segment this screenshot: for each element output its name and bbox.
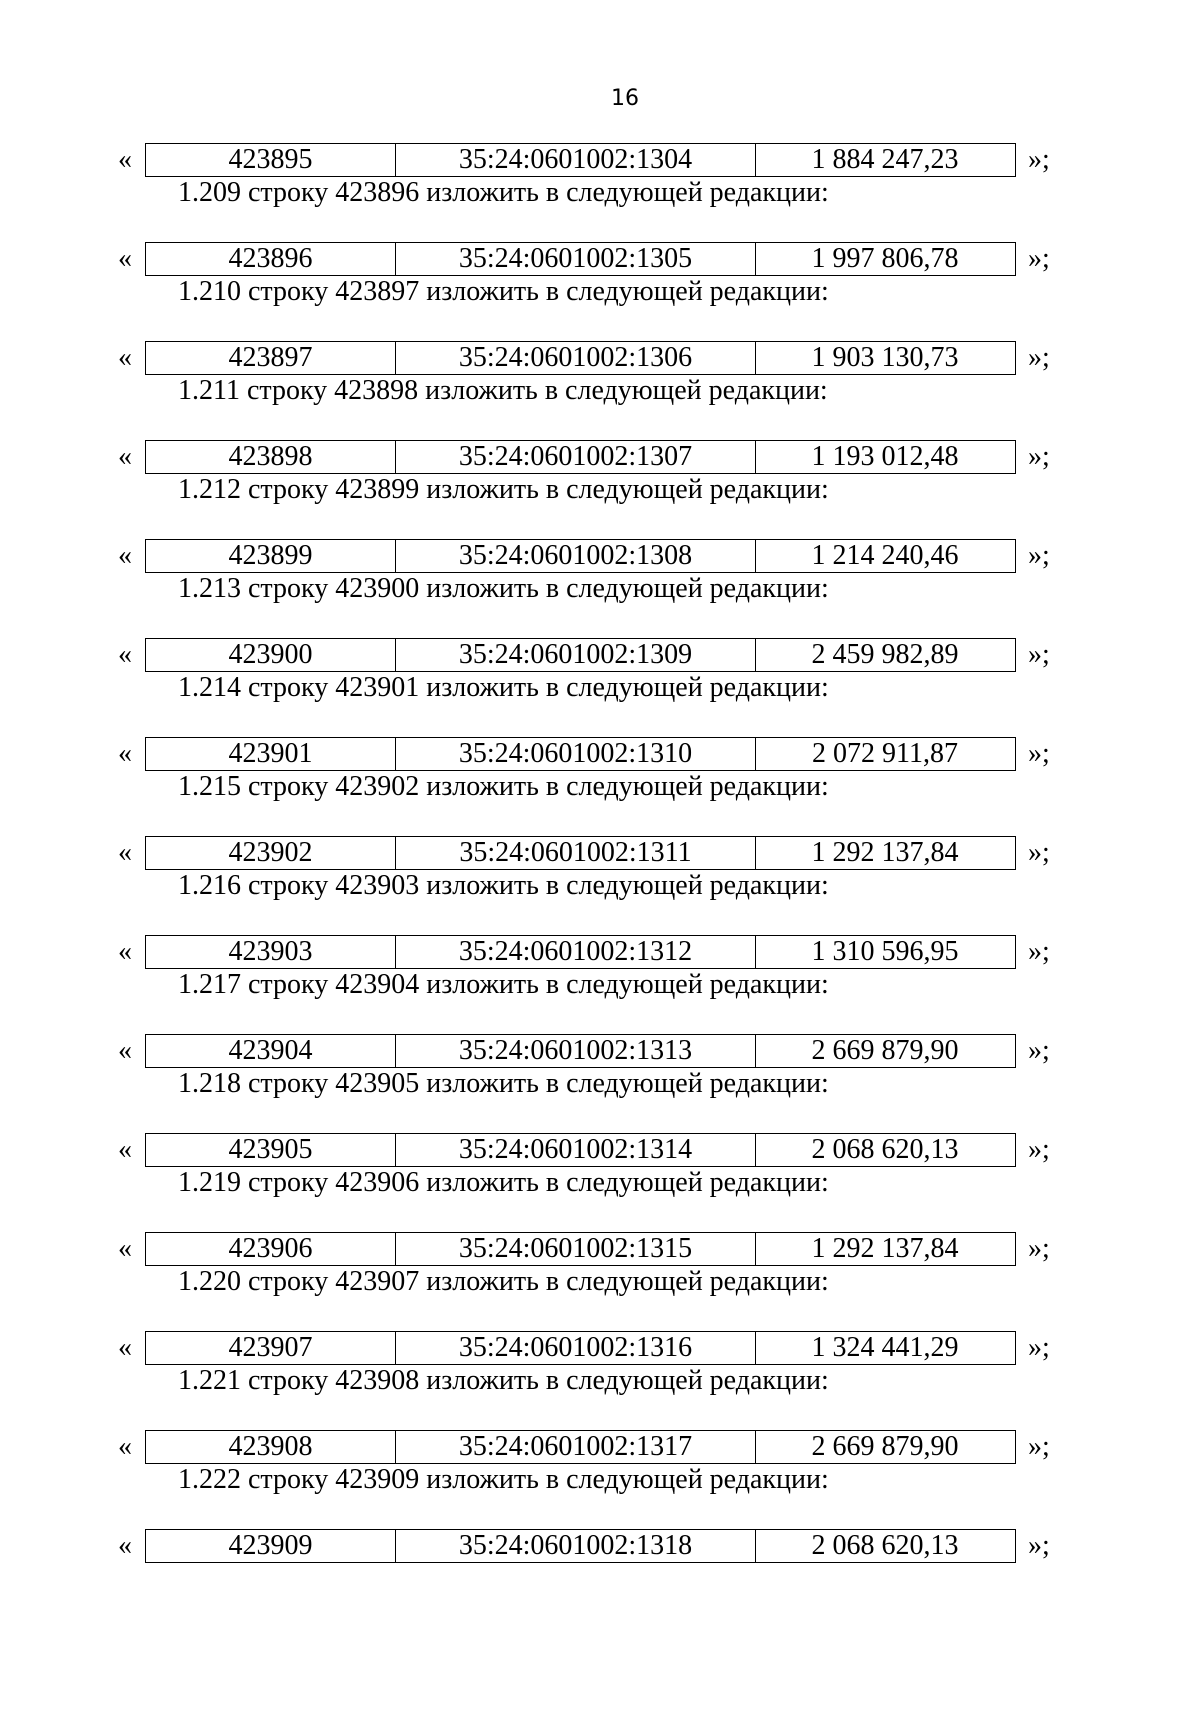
value-cell: 1 292 137,84: [811, 1233, 959, 1264]
amendment-row: [0, 1430, 1200, 1464]
table-row: [145, 638, 1016, 672]
document-page: [0, 128, 1200, 1563]
row-id-cell: 423904: [146, 1035, 396, 1067]
amendment-instruction: 1.221 строку 423908 изложить в следующей редакции:: [178, 1365, 829, 1396]
amendment-row: [0, 143, 1200, 177]
closing-quote: »;: [1028, 441, 1050, 472]
row-id-cell: 423898: [146, 441, 396, 473]
amendment-item: [0, 969, 1200, 1068]
table-row: [145, 1133, 1016, 1167]
opening-quote: «: [118, 837, 132, 868]
amendment-row: [0, 539, 1200, 573]
opening-quote: «: [118, 1431, 132, 1462]
cadastral-number-cell: 35:24:0601002:1310: [396, 738, 756, 770]
table-row: [145, 1430, 1016, 1464]
value-cell: 2 068 620,13: [811, 1530, 959, 1561]
value-cell: 1 324 441,29: [811, 1332, 959, 1363]
cadastral-number-cell: 35:24:0601002:1305: [396, 243, 756, 275]
amendment-row: [0, 1133, 1200, 1167]
amendment-instruction: 1.217 строку 423904 изложить в следующей редакции:: [178, 969, 829, 1000]
amendment-instruction: 1.219 строку 423906 изложить в следующей редакции:: [178, 1167, 829, 1198]
amendment-row: [0, 836, 1200, 870]
row-id-cell: 423907: [146, 1332, 396, 1364]
amendment-row: [0, 1232, 1200, 1266]
opening-quote: «: [118, 540, 132, 571]
table-row: [145, 935, 1016, 969]
amendment-instruction: 1.212 строку 423899 изложить в следующей редакции:: [178, 474, 829, 505]
value-cell: 1 193 012,48: [811, 441, 959, 472]
cadastral-number-cell: 35:24:0601002:1306: [396, 342, 756, 374]
cadastral-number-cell: 35:24:0601002:1312: [396, 936, 756, 968]
cadastral-number-cell: 35:24:0601002:1316: [396, 1332, 756, 1364]
amendment-item: [0, 177, 1200, 276]
amendment-row: [0, 440, 1200, 474]
opening-quote: «: [118, 441, 132, 472]
table-row: [145, 539, 1016, 573]
amendment-item: [0, 474, 1200, 573]
value-cell: 2 072 911,87: [812, 738, 958, 769]
closing-quote: »;: [1028, 1332, 1050, 1363]
row-id-cell: 423905: [146, 1134, 396, 1166]
row-id-cell: 423909: [146, 1530, 396, 1562]
opening-quote: «: [118, 738, 132, 769]
row-id-cell: 423900: [146, 639, 396, 671]
row-id-cell: 423902: [146, 837, 396, 869]
opening-quote: «: [118, 1530, 132, 1561]
table-row: [145, 143, 1016, 177]
closing-quote: »;: [1028, 243, 1050, 274]
cadastral-number-cell: 35:24:0601002:1307: [396, 441, 756, 473]
table-row: [145, 836, 1016, 870]
table-row: [145, 1034, 1016, 1068]
closing-quote: »;: [1028, 1035, 1050, 1066]
amendment-row: [0, 737, 1200, 771]
amendment-item: [0, 573, 1200, 672]
row-id-cell: 423899: [146, 540, 396, 572]
amendment-item: [0, 1464, 1200, 1563]
table-row: [145, 737, 1016, 771]
row-id-cell: 423901: [146, 738, 396, 770]
cadastral-number-cell: 35:24:0601002:1311: [396, 837, 756, 869]
table-row: [145, 242, 1016, 276]
amendment-item: [0, 128, 1200, 177]
amendment-item: [0, 1068, 1200, 1167]
closing-quote: »;: [1028, 837, 1050, 868]
row-id-cell: 423903: [146, 936, 396, 968]
cadastral-number-cell: 35:24:0601002:1315: [396, 1233, 756, 1265]
page-number: 16: [611, 86, 639, 111]
closing-quote: »;: [1028, 144, 1050, 175]
amendment-instruction: 1.222 строку 423909 изложить в следующей редакции:: [178, 1464, 829, 1495]
cadastral-number-cell: 35:24:0601002:1304: [396, 144, 756, 176]
table-row: [145, 1232, 1016, 1266]
row-id-cell: 423897: [146, 342, 396, 374]
opening-quote: «: [118, 1233, 132, 1264]
value-cell: 1 903 130,73: [811, 342, 959, 373]
table-row: [145, 440, 1016, 474]
amendment-item: [0, 1167, 1200, 1266]
closing-quote: »;: [1028, 540, 1050, 571]
amendment-row: [0, 1529, 1200, 1563]
closing-quote: »;: [1028, 936, 1050, 967]
opening-quote: «: [118, 1134, 132, 1165]
closing-quote: »;: [1028, 1431, 1050, 1462]
amendment-item: [0, 276, 1200, 375]
cadastral-number-cell: 35:24:0601002:1309: [396, 639, 756, 671]
amendment-item: [0, 672, 1200, 771]
amendment-item: [0, 1365, 1200, 1464]
value-cell: 1 310 596,95: [811, 936, 959, 967]
closing-quote: »;: [1028, 1233, 1050, 1264]
amendment-row: [0, 341, 1200, 375]
amendment-instruction: 1.218 строку 423905 изложить в следующей редакции:: [178, 1068, 829, 1099]
closing-quote: »;: [1028, 639, 1050, 670]
cadastral-number-cell: 35:24:0601002:1313: [396, 1035, 756, 1067]
amendment-row: [0, 1034, 1200, 1068]
value-cell: 1 292 137,84: [811, 837, 959, 868]
table-row: [145, 1529, 1016, 1563]
row-id-cell: 423895: [146, 144, 396, 176]
amendment-item: [0, 771, 1200, 870]
value-cell: 2 459 982,89: [811, 639, 959, 670]
row-id-cell: 423908: [146, 1431, 396, 1463]
value-cell: 2 669 879,90: [811, 1431, 959, 1462]
amendment-instruction: 1.213 строку 423900 изложить в следующей редакции:: [178, 573, 829, 604]
value-cell: 2 068 620,13: [811, 1134, 959, 1165]
amendment-row: [0, 638, 1200, 672]
opening-quote: «: [118, 144, 132, 175]
cadastral-number-cell: 35:24:0601002:1318: [396, 1530, 756, 1562]
amendment-instruction: 1.209 строку 423896 изложить в следующей редакции:: [178, 177, 829, 208]
opening-quote: «: [118, 1035, 132, 1066]
opening-quote: «: [118, 243, 132, 274]
amendment-item: [0, 375, 1200, 474]
cadastral-number-cell: 35:24:0601002:1308: [396, 540, 756, 572]
amendment-instruction: 1.220 строку 423907 изложить в следующей редакции:: [178, 1266, 829, 1297]
amendment-instruction: 1.210 строку 423897 изложить в следующей редакции:: [178, 276, 829, 307]
closing-quote: »;: [1028, 342, 1050, 373]
cadastral-number-cell: 35:24:0601002:1314: [396, 1134, 756, 1166]
amendment-row: [0, 242, 1200, 276]
cadastral-number-cell: 35:24:0601002:1317: [396, 1431, 756, 1463]
value-cell: 1 214 240,46: [811, 540, 959, 571]
amendment-instruction: 1.215 строку 423902 изложить в следующей редакции:: [178, 771, 829, 802]
amendment-row: [0, 935, 1200, 969]
value-cell: 2 669 879,90: [811, 1035, 959, 1066]
opening-quote: «: [118, 936, 132, 967]
row-id-cell: 423906: [146, 1233, 396, 1265]
opening-quote: «: [118, 1332, 132, 1363]
value-cell: 1 997 806,78: [811, 243, 959, 274]
amendment-instruction: 1.216 строку 423903 изложить в следующей редакции:: [178, 870, 829, 901]
table-row: [145, 1331, 1016, 1365]
table-row: [145, 341, 1016, 375]
closing-quote: »;: [1028, 1134, 1050, 1165]
amendment-item: [0, 870, 1200, 969]
value-cell: 1 884 247,23: [811, 144, 959, 175]
closing-quote: »;: [1028, 738, 1050, 769]
opening-quote: «: [118, 342, 132, 373]
amendment-item: [0, 1266, 1200, 1365]
opening-quote: «: [118, 639, 132, 670]
amendment-row: [0, 1331, 1200, 1365]
amendment-instruction: 1.211 строку 423898 изложить в следующей редакции:: [178, 375, 828, 406]
row-id-cell: 423896: [146, 243, 396, 275]
amendment-instruction: 1.214 строку 423901 изложить в следующей редакции:: [178, 672, 829, 703]
closing-quote: »;: [1028, 1530, 1050, 1561]
